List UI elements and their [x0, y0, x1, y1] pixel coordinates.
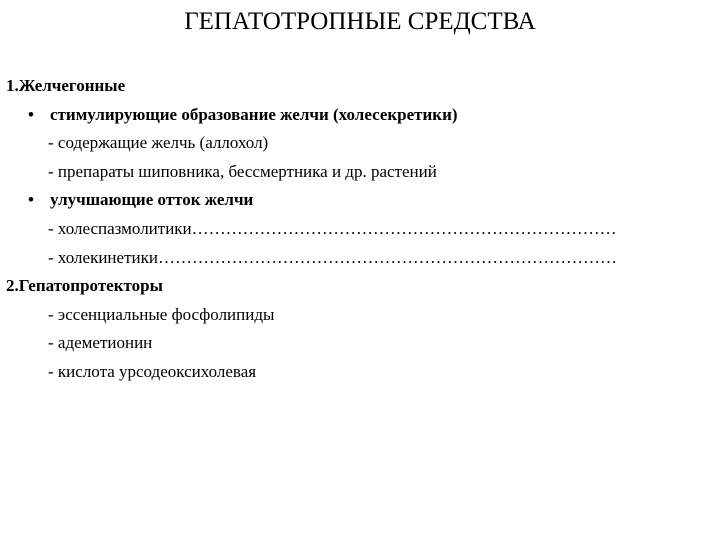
list-item: - эссенциальные фосфолипиды [48, 304, 275, 324]
bullet-text: стимулирующие образование желчи (холесекретики) [50, 104, 458, 124]
list-item: - препараты шиповника, бессмертника и др. растений [48, 161, 437, 181]
list-item: - содержащие желчь (аллохол) [48, 133, 269, 153]
section-heading-cholagogues: 1.Желчегонные [6, 76, 126, 95]
bullet-item-choleretics [6, 101, 718, 130]
bullet-icon: • [28, 190, 34, 210]
bullet-text: улучшающие отток желчи [50, 190, 254, 210]
list-item: - холеспазмолитики………………………………………………………………… [48, 218, 617, 238]
slide-title: ГЕПАТОТРОПНЫЕ СРЕДСТВА [184, 8, 536, 35]
list-item: - адеметионин [48, 333, 153, 353]
list-item: - холекинетики……………………………………………………………………… [48, 247, 617, 267]
section-heading-hepatoprotectors: 2.Гепатопротекторы [6, 276, 163, 296]
bullet-icon: • [28, 104, 34, 124]
list-item: - кислота урсодеоксихолевая [48, 361, 257, 381]
slide-content [6, 72, 718, 387]
bullet-item-bile-outflow [6, 186, 718, 215]
